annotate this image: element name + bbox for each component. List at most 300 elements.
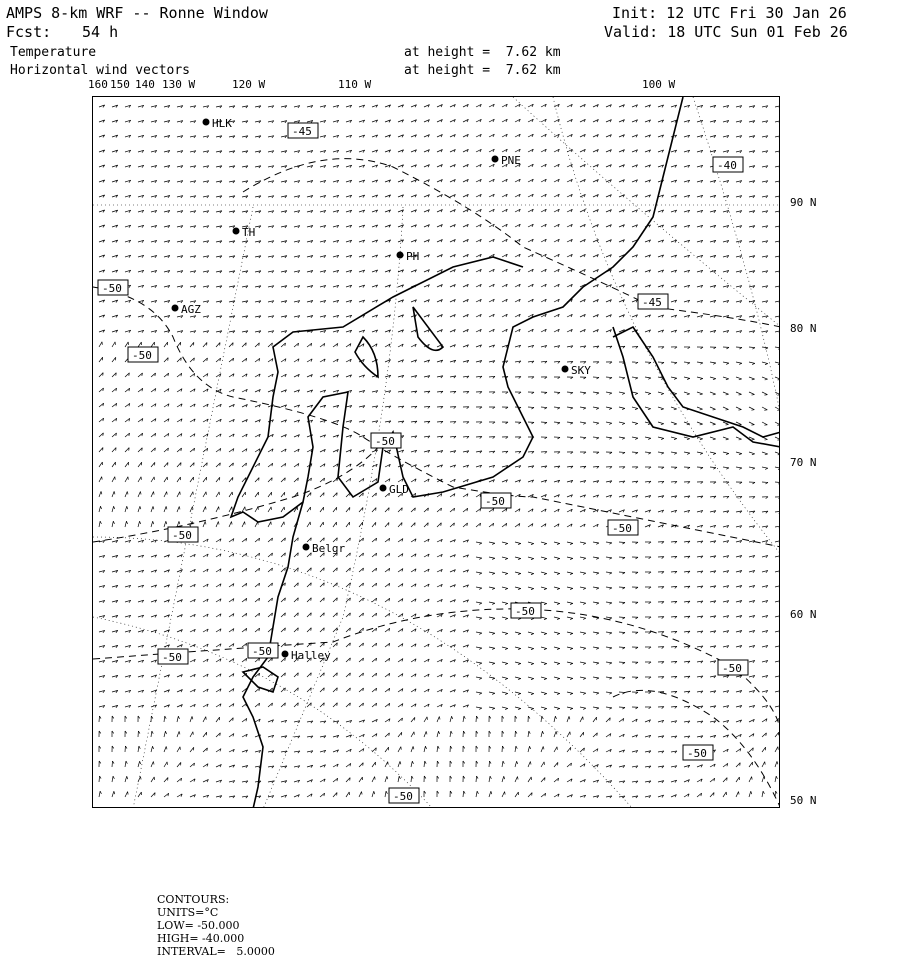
contour-left — [93, 287, 780, 547]
wind-vector — [723, 482, 729, 484]
wind-vector — [281, 211, 287, 213]
wind-vector — [255, 241, 261, 243]
wind-vector — [710, 377, 716, 380]
wind-vector — [554, 480, 560, 482]
wind-vector — [749, 331, 755, 333]
wind-vector — [736, 777, 739, 782]
wind-vector — [762, 106, 768, 108]
wind-vector — [489, 707, 495, 709]
wind-vector — [125, 731, 127, 737]
wind-vector — [437, 329, 442, 332]
wind-vector — [138, 600, 144, 602]
wind-vector — [528, 793, 532, 797]
wind-vector — [151, 270, 157, 272]
wind-vector — [710, 556, 716, 558]
wind-vector — [541, 572, 547, 575]
wind-vector — [385, 165, 391, 168]
wind-vector — [320, 405, 326, 407]
wind-vector — [268, 256, 274, 258]
wind-vector — [294, 766, 300, 768]
wind-vector — [125, 506, 128, 512]
wind-vector — [619, 557, 625, 559]
wind-vector — [463, 104, 468, 107]
wind-vector — [216, 796, 222, 798]
wind-vector — [736, 362, 742, 364]
wind-vector — [749, 645, 755, 647]
wind-vector — [567, 392, 573, 394]
wind-vector — [775, 211, 780, 213]
wind-vector — [411, 776, 413, 782]
wind-vector — [216, 374, 221, 377]
wind-vector — [749, 526, 755, 528]
wind-vector — [580, 795, 586, 797]
wind-vector — [645, 557, 651, 559]
wind-vector — [424, 523, 428, 527]
wind-vector — [723, 285, 729, 287]
wind-vector — [138, 105, 144, 107]
wind-vector — [216, 226, 222, 228]
wind-vector — [333, 793, 337, 797]
wind-vector — [151, 660, 157, 662]
wind-vector — [190, 554, 195, 557]
wind-vector — [684, 794, 689, 797]
wind-vector — [671, 315, 677, 317]
wind-vector — [112, 315, 118, 317]
wind-vector — [710, 347, 716, 349]
wind-vector — [580, 269, 585, 272]
wind-vector — [346, 522, 350, 527]
wind-vector — [138, 660, 144, 662]
wind-vector — [177, 675, 182, 678]
wind-vector — [203, 342, 207, 347]
wind-vector — [580, 764, 585, 767]
wind-vector — [489, 407, 495, 409]
wind-vector — [281, 359, 286, 362]
wind-vector — [294, 106, 300, 108]
wind-vector — [138, 462, 142, 467]
wind-vector — [619, 165, 625, 168]
wind-vector — [619, 647, 625, 649]
wind-vector — [125, 433, 130, 437]
wind-vector — [528, 647, 534, 650]
wind-vector — [710, 541, 716, 543]
wind-vector — [203, 166, 209, 168]
wind-vector — [567, 466, 573, 468]
wind-vector — [99, 373, 103, 377]
wind-vector — [437, 406, 443, 408]
wind-vector — [190, 659, 195, 662]
wind-vector — [645, 632, 651, 634]
wind-vector — [710, 392, 716, 395]
wind-vector — [567, 224, 572, 227]
wind-vector — [723, 240, 729, 242]
wind-vector — [424, 776, 426, 782]
wind-vector — [710, 511, 716, 513]
wind-vector — [554, 617, 560, 620]
wind-vector — [151, 433, 156, 437]
wind-vector — [164, 462, 168, 467]
wind-vector — [203, 151, 209, 153]
wind-vector — [463, 224, 468, 227]
wind-vector — [671, 255, 677, 257]
wind-vector — [502, 104, 507, 107]
wind-vector — [398, 659, 403, 662]
wind-vector — [710, 422, 716, 425]
wind-vector — [775, 691, 780, 693]
wind-vector — [593, 104, 598, 107]
wind-vector — [762, 121, 768, 123]
wind-vector — [775, 541, 780, 543]
wind-vector — [567, 284, 572, 287]
wind-vector — [580, 164, 585, 167]
wind-vector — [229, 331, 235, 333]
wind-vector — [528, 239, 533, 242]
wind-vector — [463, 540, 469, 543]
wind-vector — [476, 494, 481, 497]
wind-vector — [177, 166, 183, 168]
wind-vector — [749, 585, 755, 587]
wind-vector — [151, 570, 157, 572]
wind-vector — [242, 316, 248, 318]
wind-vector — [164, 746, 167, 752]
wind-vector — [411, 450, 417, 452]
wind-vector — [541, 793, 546, 797]
station-marker — [303, 544, 310, 551]
wind-vector — [164, 342, 168, 347]
wind-vector — [307, 736, 313, 738]
wind-vector — [710, 180, 716, 182]
wind-vector — [333, 778, 338, 782]
wind-vector — [658, 496, 664, 498]
wind-vector — [723, 676, 729, 678]
wind-vector — [177, 286, 183, 288]
wind-vector — [320, 390, 326, 392]
wind-vector — [164, 316, 170, 318]
wind-vector — [619, 718, 624, 722]
wind-vector — [775, 106, 780, 108]
wind-vector — [177, 747, 180, 752]
wind-vector — [528, 164, 533, 167]
wind-vector — [502, 149, 507, 152]
wind-vector — [697, 347, 703, 349]
wind-vector — [359, 435, 365, 437]
wind-vector — [671, 285, 677, 287]
wind-vector — [645, 452, 651, 454]
wind-vector — [346, 749, 351, 752]
wind-vector — [372, 285, 378, 287]
wind-vector — [671, 180, 677, 182]
wind-vector — [580, 407, 586, 409]
wind-vector — [112, 255, 118, 257]
wind-vector — [554, 314, 559, 317]
wind-vector — [411, 391, 417, 393]
wind-vector — [658, 617, 664, 619]
wind-vector — [242, 765, 248, 767]
wind-vector — [294, 226, 300, 228]
wind-vector — [203, 732, 207, 737]
wind-vector — [255, 420, 260, 423]
wind-vector — [775, 241, 780, 243]
wind-vector — [697, 392, 703, 395]
wind-vector — [112, 105, 118, 107]
wind-vector — [554, 794, 559, 797]
wind-vector — [320, 135, 326, 137]
wind-vector — [437, 134, 442, 137]
wind-vector — [398, 406, 404, 408]
wind-vector — [190, 342, 194, 347]
wind-vector — [567, 707, 573, 710]
wind-vector — [437, 731, 440, 737]
wind-vector — [164, 226, 170, 228]
wind-vector — [671, 661, 677, 663]
wind-vector — [294, 343, 299, 347]
wind-vector — [658, 736, 664, 738]
wind-vector — [463, 209, 468, 212]
wind-vector — [606, 362, 612, 364]
island-2 — [355, 337, 378, 377]
wind-vector — [255, 136, 261, 138]
wind-vector — [710, 676, 716, 678]
wind-vector — [294, 211, 300, 213]
wind-vector — [138, 225, 144, 227]
wind-vector — [125, 540, 131, 542]
wind-vector — [372, 195, 378, 197]
lat-label-60: 60 N — [790, 608, 817, 621]
wind-vector — [619, 407, 625, 410]
wind-vector — [255, 703, 260, 707]
wind-vector — [567, 587, 573, 590]
wind-vector — [671, 105, 677, 107]
wind-vector — [385, 673, 390, 677]
wind-vector — [528, 480, 534, 482]
wind-vector — [268, 390, 273, 393]
station-gld — [380, 483, 409, 496]
wind-vector — [541, 254, 546, 257]
wind-vector — [580, 647, 586, 649]
wind-vector — [541, 209, 546, 212]
wind-vector — [554, 452, 560, 454]
wind-vector — [372, 255, 378, 257]
wind-vector — [242, 718, 247, 722]
wind-vector — [489, 508, 494, 512]
wind-vector — [320, 315, 326, 317]
wind-vector — [645, 525, 651, 528]
wind-vector — [372, 105, 378, 107]
wind-vector — [359, 628, 363, 632]
wind-vector — [606, 542, 612, 544]
wind-vector — [489, 791, 492, 797]
wind-vector — [736, 690, 742, 692]
wind-vector — [580, 509, 585, 512]
wind-vector — [671, 721, 677, 723]
wind-vector — [658, 285, 664, 287]
wind-vector — [723, 437, 729, 440]
wind-vector — [320, 688, 324, 692]
wind-vector — [164, 448, 168, 452]
wind-vector — [749, 467, 755, 469]
wind-vector — [229, 569, 234, 572]
wind-vector — [775, 556, 780, 558]
wind-vector — [216, 419, 221, 422]
wind-vector — [177, 716, 180, 722]
wind-vector — [216, 764, 221, 767]
wind-vector — [723, 571, 729, 573]
wind-vector — [190, 463, 194, 467]
wind-vector — [359, 105, 365, 107]
wind-vector — [216, 166, 222, 168]
wind-vector — [294, 241, 300, 243]
wind-vector — [424, 689, 429, 692]
wind-vector — [372, 165, 378, 167]
wind-vector — [138, 404, 143, 407]
wind-vector — [697, 240, 703, 242]
wind-vector — [567, 602, 573, 605]
wind-vector — [450, 209, 455, 212]
wind-vector — [658, 452, 664, 454]
wind-vector — [697, 736, 703, 738]
wind-vector — [125, 403, 130, 407]
wind-vector — [164, 286, 170, 288]
wind-vector — [99, 761, 101, 767]
wind-vector — [424, 225, 429, 228]
wind-vector — [710, 362, 716, 364]
wind-vector — [476, 179, 481, 182]
wind-vector — [138, 448, 142, 452]
wind-vector — [606, 662, 612, 664]
wind-vector — [697, 165, 703, 167]
wind-vector — [723, 210, 729, 212]
wind-vector — [476, 376, 482, 378]
wind-vector — [658, 781, 664, 783]
wind-vector — [554, 602, 560, 605]
wind-vector — [411, 629, 416, 632]
wind-vector — [762, 392, 767, 395]
wind-vector — [125, 776, 128, 782]
wind-vector — [164, 690, 170, 693]
wind-vector — [710, 210, 716, 212]
wind-vector — [723, 792, 726, 797]
wind-vector — [333, 628, 337, 632]
wind-vector — [125, 195, 131, 197]
wind-vector — [723, 749, 728, 752]
wind-vector — [463, 269, 468, 272]
wind-vector — [632, 662, 638, 664]
wind-vector — [281, 241, 287, 243]
wind-vector — [593, 780, 599, 782]
wind-vector — [112, 388, 117, 392]
wind-vector — [138, 342, 141, 347]
wind-vector — [229, 389, 234, 392]
wind-vector — [372, 583, 377, 587]
wind-vector — [216, 599, 221, 602]
wind-vector — [372, 568, 377, 572]
wind-vector — [723, 347, 729, 349]
wind-vector — [333, 688, 337, 692]
wind-vector — [268, 658, 272, 662]
wind-vector — [203, 492, 206, 497]
wind-vector — [255, 434, 260, 437]
wind-vector — [424, 717, 427, 722]
wind-vector — [333, 210, 339, 212]
wind-vector — [125, 225, 131, 227]
wind-vector — [580, 149, 585, 152]
wind-vector — [502, 407, 508, 409]
wind-vector — [606, 407, 612, 409]
wind-vector — [736, 748, 741, 752]
wind-vector — [346, 688, 350, 692]
wind-vector — [164, 404, 169, 407]
wind-vector — [775, 601, 780, 603]
wind-vector — [125, 135, 131, 137]
wind-vector — [775, 271, 780, 273]
wind-vector — [216, 521, 219, 527]
wind-vector — [450, 508, 455, 512]
wind-vector — [398, 330, 404, 333]
wind-vector — [190, 599, 195, 602]
wind-vector — [710, 135, 716, 137]
wind-vector — [502, 134, 507, 137]
wind-vector — [424, 165, 429, 168]
wind-vector — [541, 361, 547, 363]
wind-vector — [437, 391, 443, 393]
wind-vector — [294, 463, 299, 467]
wind-vector — [320, 643, 324, 647]
wind-vector — [99, 690, 105, 692]
wind-vector — [177, 226, 183, 228]
wind-vector — [463, 407, 469, 409]
wind-vector — [112, 180, 118, 182]
wind-vector — [515, 149, 520, 152]
wind-vector — [437, 239, 442, 242]
wind-vector — [372, 734, 377, 737]
wind-vector — [255, 688, 260, 692]
wind-vector — [255, 598, 260, 602]
wind-vector — [307, 390, 313, 393]
wind-vector — [671, 452, 677, 454]
wind-vector — [736, 600, 742, 602]
wind-vector — [411, 569, 416, 572]
wind-vector — [424, 135, 429, 138]
wind-vector — [554, 437, 560, 439]
wind-vector — [606, 135, 611, 138]
wind-vector — [580, 481, 586, 483]
wind-vector — [476, 572, 482, 574]
wind-vector — [411, 436, 417, 438]
contour-label — [718, 660, 748, 675]
wind-vector — [125, 255, 131, 257]
wind-vector — [619, 105, 625, 108]
wind-vector — [216, 507, 219, 512]
wind-vector — [320, 195, 326, 197]
wind-vector — [164, 675, 170, 678]
wind-vector — [320, 435, 326, 438]
wind-vector — [593, 407, 599, 409]
wind-vector — [333, 583, 337, 587]
wind-vector — [294, 780, 300, 782]
wind-vector — [359, 688, 363, 692]
wind-vector — [177, 705, 182, 708]
wind-vector — [359, 210, 365, 212]
wind-vector — [385, 538, 390, 542]
wind-vector — [307, 538, 311, 542]
wind-vector — [359, 613, 363, 617]
wind-vector — [736, 151, 742, 153]
wind-vector — [749, 777, 752, 782]
wind-vector — [385, 583, 390, 587]
wind-vector — [255, 166, 261, 168]
wind-vector — [164, 256, 170, 258]
wind-vector — [528, 345, 534, 347]
